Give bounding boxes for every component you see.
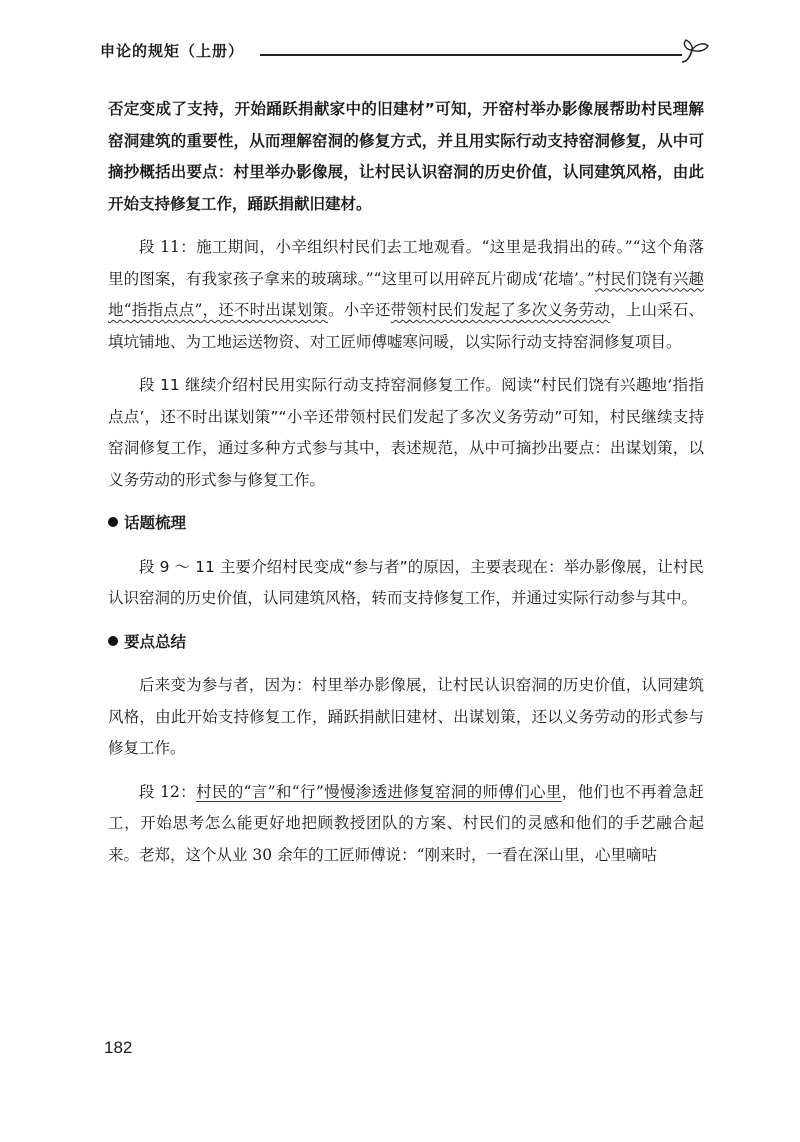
topic-heading bbox=[108, 508, 704, 540]
running-header bbox=[100, 36, 720, 72]
para11-text-1: 段 11：施工期间，小辛组织村民们去工地观看。“这里是我捐出的砖。”“这个角落里的图案，有我家孩子拿来的玻璃球。”“这里可以用碎瓦片砌成‘花墙’。” bbox=[108, 238, 704, 288]
summary-text: 后来变为参与者，因为：村里举办影像展，让村民认识窑洞的历史价值，认同建筑风格，由此开始支持修复工作，踊跃捐献旧建材、出谋划策，还以义务劳动的形式参与修复工作。 bbox=[108, 676, 704, 757]
source-paragraph-12 bbox=[108, 777, 704, 872]
para11-underline-1: 村民们饶有兴趣地“指指点点”，还不时出谋划策 bbox=[108, 269, 704, 319]
sprout-icon bbox=[674, 36, 714, 66]
analysis-continuation: 否定变成了支持，开始踊跃捐献家中的旧建材”可知，开窑村举办影像展帮助村民理解窑洞建筑的重要性，从而理解窑洞的修复方式，并且用实际行动支持窑洞修复，从中可摘抄概括出要点：村里举办影像展，让村民认识窑洞的历史价值，认同建筑风格，由此开始支持修复工作，踊跃捐献旧建材。 bbox=[108, 100, 704, 213]
para11-text-2: 。小辛还 bbox=[327, 301, 391, 319]
topic-heading-label: 话题梳理 bbox=[124, 514, 187, 532]
para12-underline: 村民的“言”和“行”慢慢渗透进修复窑洞的师傅们心里 bbox=[196, 782, 562, 801]
topic-text: 段 9 ～ 11 主要介绍村民变成“参与者”的原因，主要表现在：举办影像展，让村民认识窑洞的历史价值，认同建筑风格，转而支持修复工作，并通过实际行动参与其中。 bbox=[108, 557, 704, 607]
header-rule bbox=[260, 54, 682, 56]
page-number: 182 bbox=[104, 1038, 133, 1057]
bullet-icon bbox=[108, 636, 118, 646]
para11-underline-2: 带领村民们发起了多次义务劳动 bbox=[390, 301, 611, 319]
source-paragraph-11 bbox=[108, 232, 704, 358]
summary-heading-label: 要点总结 bbox=[124, 632, 187, 651]
book-title: 申论的规矩（上册） bbox=[100, 42, 245, 60]
bullet-icon bbox=[108, 517, 118, 527]
para12-text-1: 段 12： bbox=[139, 782, 197, 801]
para11-text-3: ，上山采石、填坑铺地、为工地运送物资、对工匠师傅嘘寒问暖，以实际行动支持窑洞修复项目。 bbox=[108, 301, 704, 351]
page-body bbox=[108, 94, 704, 883]
analysis-paragraph-11: 段 11 继续介绍村民用实际行动支持窑洞修复工作。阅读“村民们饶有兴趣地‘指指点点’，还不时出谋划策”“小辛还带领村民们发起了多次义务劳动”可知，村民继续支持窑洞修复工作，通过多种方式参与其中，表述规范，从中可摘抄出要点：出谋划策，以义务劳动的形式参与修复工作。 bbox=[108, 376, 704, 489]
summary-heading bbox=[108, 627, 704, 659]
para12-text-2: ，他们也不再着急赶工，开始思考怎么能更好地把顾教授团队的方案、村民们的灵感和他们的手艺融合起来。老郑，这个从业 30 余年的工匠师傅说：“刚来时，一看在深山里，心里嘀咕 bbox=[108, 782, 704, 864]
